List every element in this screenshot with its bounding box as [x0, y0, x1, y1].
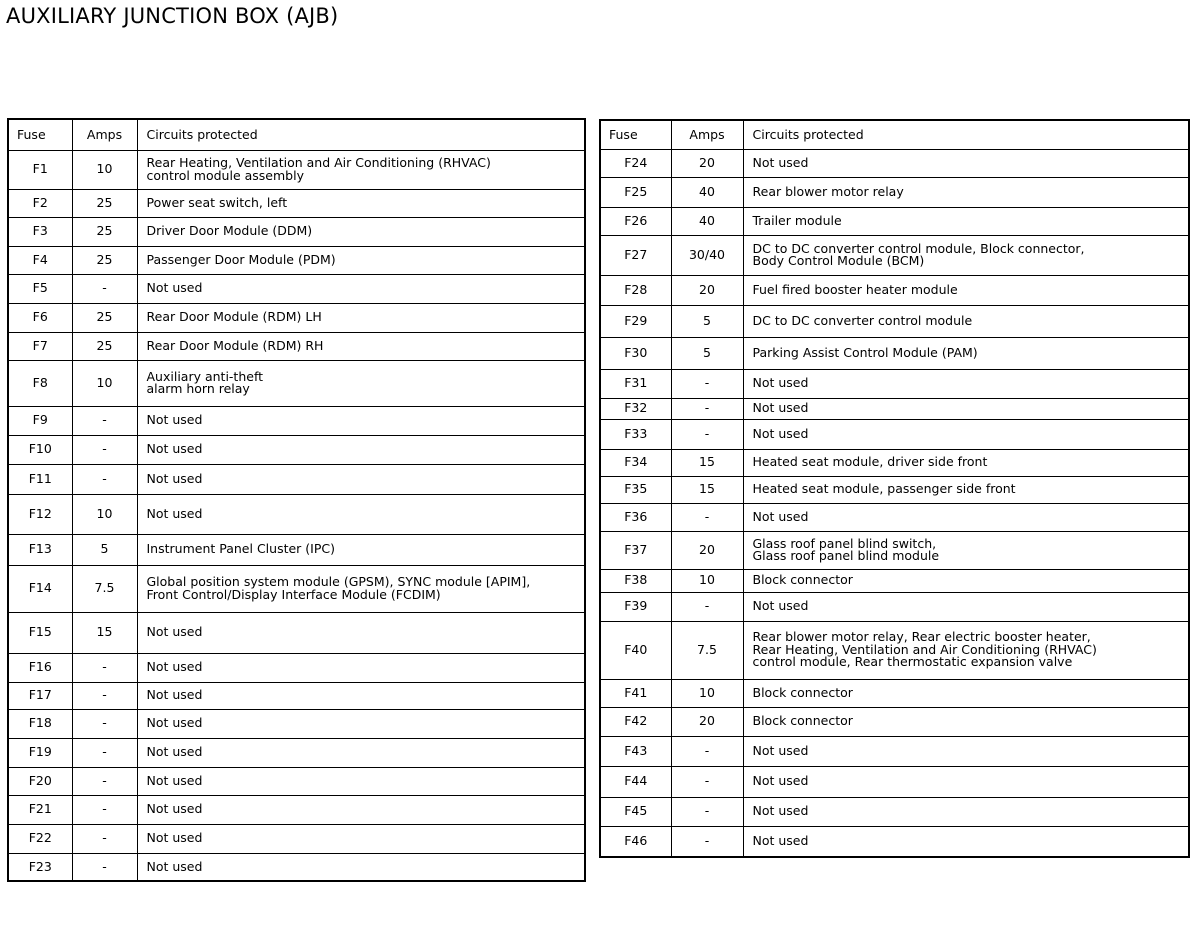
fuse-cell: F36: [600, 503, 671, 531]
table-row: [8, 332, 585, 360]
amps-cell: 7.5: [671, 621, 743, 679]
header-circuits: Circuits protected: [137, 119, 585, 150]
fuse-cell: F11: [8, 464, 72, 494]
circuits-cell: [743, 531, 1189, 569]
amps-cell: -: [671, 398, 743, 419]
fuse-cell: F30: [600, 337, 671, 369]
fuse-cell: F28: [600, 275, 671, 305]
circuit-line: Rear Heating, Ventilation and Air Conditioning (RHVAC): [752, 641, 1097, 657]
circuits-cell: [743, 476, 1189, 503]
page-title: AUXILIARY JUNCTION BOX (AJB): [6, 4, 339, 28]
fuse-table-left: [7, 118, 586, 882]
table-row: [8, 565, 585, 612]
table-row: [8, 612, 585, 653]
circuits-cell: [137, 853, 585, 881]
circuit-line: Not used: [146, 744, 203, 760]
fuse-cell: F3: [8, 217, 72, 246]
table-row: [8, 464, 585, 494]
amps-cell: 10: [72, 360, 137, 406]
table-row: [8, 853, 585, 881]
circuit-line: Not used: [146, 715, 203, 731]
header-fuse: Fuse: [600, 120, 671, 149]
circuit-line: Not used: [146, 624, 203, 640]
circuit-line: Passenger Door Module (PDM): [146, 251, 336, 267]
fuse-cell: F46: [600, 826, 671, 857]
table-row: [8, 246, 585, 274]
amps-cell: -: [671, 503, 743, 531]
table-row: [8, 653, 585, 682]
table-row: [8, 360, 585, 406]
circuit-line: Not used: [752, 425, 809, 441]
amps-cell: 25: [72, 303, 137, 332]
circuits-cell: [137, 303, 585, 332]
amps-cell: -: [72, 824, 137, 853]
header-amps: Amps: [671, 120, 743, 149]
circuit-line: Not used: [146, 830, 203, 846]
circuits-cell: [137, 767, 585, 795]
circuits-cell: [743, 419, 1189, 449]
amps-cell: 15: [72, 612, 137, 653]
fuse-cell: F25: [600, 177, 671, 207]
circuits-cell: [743, 826, 1189, 857]
table-row: [600, 275, 1189, 305]
table-row: [600, 177, 1189, 207]
circuit-line: Driver Door Module (DDM): [146, 223, 313, 239]
table-body-right: [600, 149, 1189, 857]
amps-cell: 25: [72, 217, 137, 246]
amps-cell: 30/40: [671, 235, 743, 275]
fuse-cell: F19: [8, 738, 72, 767]
table-row: [600, 503, 1189, 531]
fuse-cell: F35: [600, 476, 671, 503]
table-row: [600, 569, 1189, 592]
amps-cell: 20: [671, 707, 743, 736]
fuse-cell: F26: [600, 207, 671, 235]
circuits-cell: [743, 449, 1189, 476]
circuits-cell: [137, 565, 585, 612]
circuit-line: DC to DC converter control module: [752, 312, 973, 328]
amps-cell: 10: [671, 679, 743, 707]
amps-cell: -: [72, 795, 137, 824]
table-row: [8, 274, 585, 303]
table-row: [8, 406, 585, 435]
circuit-line: Not used: [146, 441, 203, 457]
circuit-line: control module assembly: [146, 167, 304, 183]
circuits-cell: [743, 569, 1189, 592]
fuse-cell: F40: [600, 621, 671, 679]
amps-cell: 40: [671, 177, 743, 207]
circuits-cell: [137, 360, 585, 406]
circuit-line: Not used: [752, 400, 809, 416]
circuit-line: Auxiliary anti-theft: [146, 368, 264, 384]
circuit-line: Not used: [752, 375, 809, 391]
circuits-cell: [743, 177, 1189, 207]
header-amps: Amps: [72, 119, 137, 150]
amps-cell: -: [671, 826, 743, 857]
circuit-line: Fuel fired booster heater module: [752, 281, 958, 297]
amps-cell: 20: [671, 149, 743, 177]
circuit-line: Instrument Panel Cluster (IPC): [146, 541, 335, 557]
circuit-line: Trailer module: [752, 212, 842, 228]
fuse-cell: F17: [8, 682, 72, 709]
fuse-cell: F37: [600, 531, 671, 569]
circuit-line: Rear Door Module (RDM) LH: [146, 309, 322, 325]
circuit-line: Not used: [146, 858, 203, 874]
table-row: [600, 476, 1189, 503]
table-row: [600, 149, 1189, 177]
table-row: [8, 189, 585, 217]
amps-cell: -: [72, 767, 137, 795]
fuse-cell: F15: [8, 612, 72, 653]
fuse-cell: F45: [600, 797, 671, 826]
circuits-cell: [137, 612, 585, 653]
table-row: [600, 797, 1189, 826]
circuits-cell: [743, 305, 1189, 337]
fuse-cell: F1: [8, 150, 72, 189]
circuit-line: Not used: [752, 508, 809, 524]
circuits-cell: [743, 149, 1189, 177]
circuits-cell: [137, 435, 585, 464]
amps-cell: -: [72, 464, 137, 494]
fuse-cell: F22: [8, 824, 72, 853]
circuits-cell: [137, 189, 585, 217]
fuse-cell: F38: [600, 569, 671, 592]
fuse-cell: F31: [600, 369, 671, 398]
amps-cell: 5: [671, 305, 743, 337]
fuse-cell: F13: [8, 534, 72, 565]
table-row: [600, 766, 1189, 797]
amps-cell: -: [671, 766, 743, 797]
table-row: [600, 707, 1189, 736]
circuits-cell: [137, 464, 585, 494]
fuse-cell: F43: [600, 736, 671, 766]
circuit-line: Heated seat module, passenger side front: [752, 481, 1016, 497]
fuse-table-right: [599, 119, 1190, 858]
table-row: [600, 679, 1189, 707]
amps-cell: -: [72, 709, 137, 738]
circuits-cell: [137, 246, 585, 274]
amps-cell: -: [671, 736, 743, 766]
table-row: [8, 709, 585, 738]
circuits-cell: [743, 797, 1189, 826]
circuit-line: Block connector: [752, 713, 853, 729]
circuits-cell: [743, 503, 1189, 531]
fuse-cell: F32: [600, 398, 671, 419]
amps-cell: -: [72, 682, 137, 709]
amps-cell: 15: [671, 476, 743, 503]
circuits-cell: [137, 795, 585, 824]
circuits-cell: [137, 406, 585, 435]
amps-cell: -: [671, 797, 743, 826]
table-row: [600, 369, 1189, 398]
circuits-cell: [137, 738, 585, 767]
amps-cell: -: [72, 274, 137, 303]
circuits-cell: [743, 707, 1189, 736]
table-body-left: [8, 150, 585, 881]
circuits-cell: [743, 592, 1189, 621]
fuse-cell: F18: [8, 709, 72, 738]
circuit-line: Not used: [146, 659, 203, 675]
circuit-line: Power seat switch, left: [146, 194, 288, 210]
fuse-cell: F42: [600, 707, 671, 736]
circuit-line: Not used: [146, 687, 203, 703]
table-row: [8, 738, 585, 767]
amps-cell: 10: [72, 494, 137, 534]
fuse-cell: F6: [8, 303, 72, 332]
amps-cell: 10: [72, 150, 137, 189]
amps-cell: 7.5: [72, 565, 137, 612]
circuit-line: Not used: [752, 833, 809, 848]
fuse-cell: F10: [8, 435, 72, 464]
circuit-line: Not used: [752, 803, 809, 819]
fuse-cell: F4: [8, 246, 72, 274]
table-row: [600, 736, 1189, 766]
fuse-cell: F12: [8, 494, 72, 534]
amps-cell: -: [72, 653, 137, 682]
amps-cell: -: [671, 419, 743, 449]
circuit-line: Not used: [146, 412, 203, 428]
amps-cell: 5: [671, 337, 743, 369]
circuit-line: Not used: [146, 470, 203, 486]
table-row: [600, 235, 1189, 275]
amps-cell: -: [72, 853, 137, 881]
fuse-cell: F5: [8, 274, 72, 303]
circuit-line: Parking Assist Control Module (PAM): [752, 344, 978, 360]
fuse-cell: F29: [600, 305, 671, 337]
circuits-cell: [137, 824, 585, 853]
amps-cell: -: [72, 406, 137, 435]
table-row: [8, 217, 585, 246]
table-row: [8, 150, 585, 189]
fuse-cell: F23: [8, 853, 72, 881]
circuit-line: Heated seat module, driver side front: [752, 454, 988, 470]
circuits-cell: [743, 398, 1189, 419]
fuse-cell: F16: [8, 653, 72, 682]
fuse-cell: F33: [600, 419, 671, 449]
circuit-line: Block connector: [752, 572, 853, 588]
circuit-line: Not used: [752, 154, 809, 170]
circuits-cell: [743, 766, 1189, 797]
circuits-cell: [137, 494, 585, 534]
table-row: [8, 494, 585, 534]
fuse-cell: F24: [600, 149, 671, 177]
table-row: [8, 435, 585, 464]
amps-cell: 25: [72, 246, 137, 274]
circuits-cell: [137, 682, 585, 709]
circuits-cell: [743, 207, 1189, 235]
amps-cell: 10: [671, 569, 743, 592]
circuits-cell: [137, 150, 585, 189]
amps-cell: 25: [72, 189, 137, 217]
fuse-cell: F9: [8, 406, 72, 435]
circuits-cell: [743, 621, 1189, 679]
circuits-cell: [743, 235, 1189, 275]
circuit-line: Not used: [752, 742, 809, 758]
amps-cell: -: [671, 369, 743, 398]
circuit-line: Glass roof panel blind switch,: [752, 535, 937, 551]
fuse-cell: F41: [600, 679, 671, 707]
fuse-cell: F21: [8, 795, 72, 824]
amps-cell: 40: [671, 207, 743, 235]
table-row: [600, 305, 1189, 337]
amps-cell: 25: [72, 332, 137, 360]
table-row: [600, 419, 1189, 449]
table-row: [8, 795, 585, 824]
circuit-line: Glass roof panel blind module: [752, 548, 940, 563]
circuit-line: DC to DC converter control module, Block connector,: [752, 240, 1085, 256]
table-row: [600, 337, 1189, 369]
fuse-cell: F8: [8, 360, 72, 406]
circuit-line: Rear blower motor relay: [752, 183, 904, 199]
fuse-cell: F34: [600, 449, 671, 476]
circuit-line: Global position system module (GPSM), SYNC module [APIM],: [146, 574, 531, 589]
circuit-line: Rear Door Module (RDM) RH: [146, 337, 324, 353]
circuit-line: Block connector: [752, 684, 853, 700]
circuit-line: Not used: [146, 772, 203, 788]
amps-cell: 5: [72, 534, 137, 565]
table-row: [600, 207, 1189, 235]
header-circuits: Circuits protected: [743, 120, 1189, 149]
circuits-cell: [743, 275, 1189, 305]
circuits-cell: [137, 217, 585, 246]
circuit-line: Body Control Module (BCM): [752, 253, 925, 268]
table-row: [600, 398, 1189, 419]
table-header-row: [600, 120, 1189, 149]
table-row: [8, 303, 585, 332]
circuits-cell: [743, 736, 1189, 766]
circuits-cell: [137, 332, 585, 360]
fuse-cell: F14: [8, 565, 72, 612]
table-row: [600, 621, 1189, 679]
circuits-cell: [137, 653, 585, 682]
circuits-cell: [137, 274, 585, 303]
fuse-cell: F2: [8, 189, 72, 217]
table-row: [8, 682, 585, 709]
circuit-line: alarm horn relay: [146, 381, 250, 396]
fuse-cell: F7: [8, 332, 72, 360]
circuits-cell: [743, 337, 1189, 369]
circuit-line: Not used: [752, 598, 809, 614]
table-row: [8, 767, 585, 795]
fuse-cell: F44: [600, 766, 671, 797]
table-row: [8, 824, 585, 853]
table-row: [8, 534, 585, 565]
fuse-cell: F20: [8, 767, 72, 795]
fuse-cell: F27: [600, 235, 671, 275]
circuit-line: Not used: [752, 773, 809, 789]
amps-cell: -: [72, 435, 137, 464]
table-header-row: [8, 119, 585, 150]
table-row: [600, 826, 1189, 857]
circuit-line: Rear Heating, Ventilation and Air Conditioning (RHVAC): [146, 155, 491, 170]
amps-cell: 20: [671, 531, 743, 569]
table-row: [600, 531, 1189, 569]
circuit-line: Not used: [146, 505, 203, 521]
amps-cell: 20: [671, 275, 743, 305]
circuit-line: Front Control/Display Interface Module (FCDIM): [146, 586, 441, 602]
amps-cell: -: [671, 592, 743, 621]
circuit-line: Not used: [146, 801, 203, 817]
circuits-cell: [137, 534, 585, 565]
amps-cell: -: [72, 738, 137, 767]
fuse-cell: F39: [600, 592, 671, 621]
circuit-line: control module, Rear thermostatic expansion valve: [752, 654, 1073, 670]
table-row: [600, 449, 1189, 476]
circuits-cell: [743, 679, 1189, 707]
amps-cell: 15: [671, 449, 743, 476]
circuit-line: Rear blower motor relay, Rear electric booster heater,: [752, 629, 1091, 645]
header-fuse: Fuse: [8, 119, 72, 150]
circuits-cell: [137, 709, 585, 738]
circuits-cell: [743, 369, 1189, 398]
table-row: [600, 592, 1189, 621]
circuit-line: Not used: [146, 280, 203, 296]
